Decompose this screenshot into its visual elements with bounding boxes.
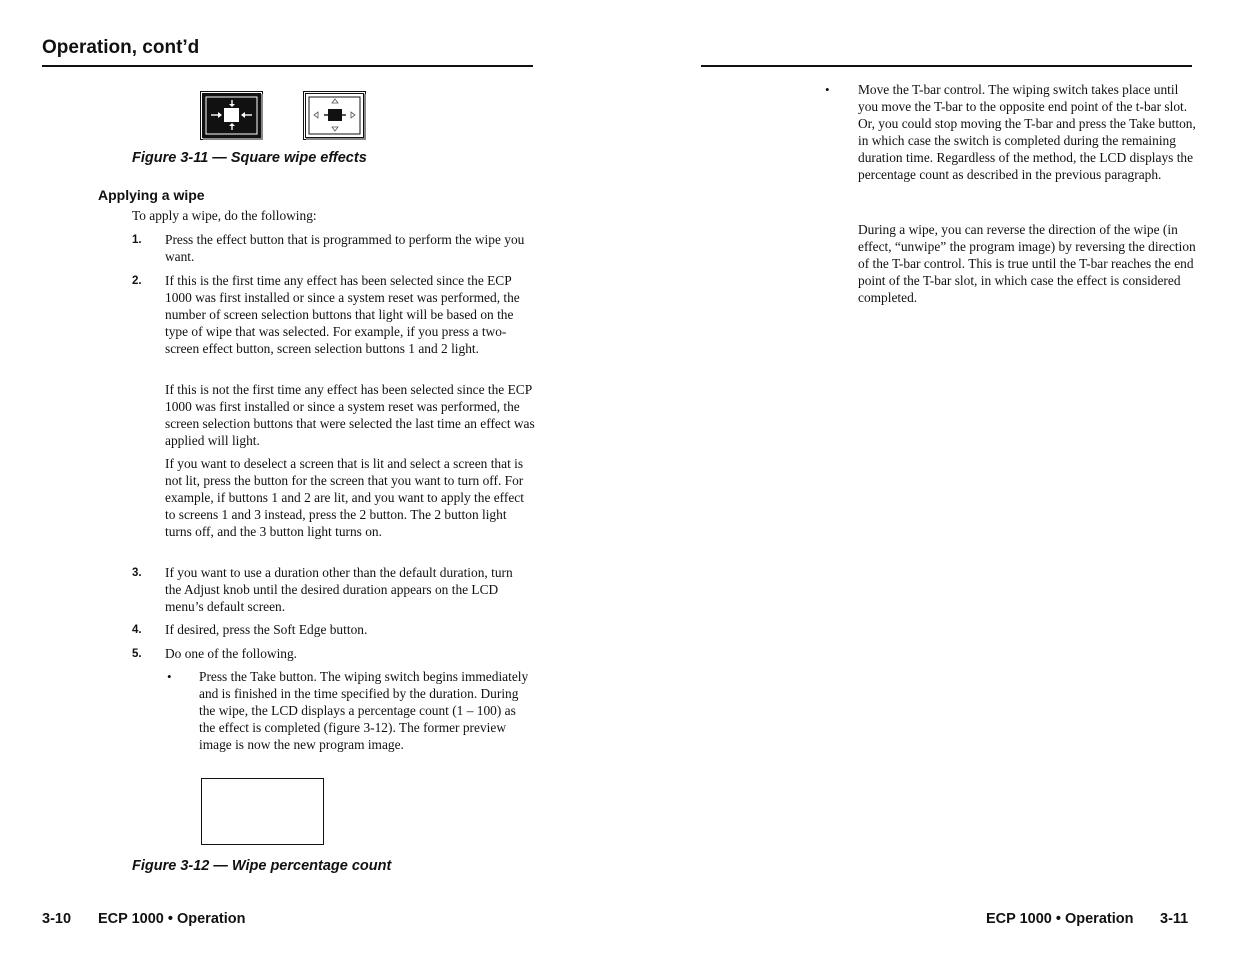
step-number: 2. (132, 275, 142, 287)
step-text: Do one of the following. (165, 646, 298, 661)
bullet-take-text: Press the Take button. The wiping switch begins immediately and is finished in the time specified by the duration. During the wipe, the LCD displays a percentage count (1 – 100) as the effect is completed (figure 3-12). The former preview image is now the new program image. (199, 669, 529, 752)
section-intro: To apply a wipe, do the following: (132, 208, 317, 223)
figure-3-12-caption: Figure 3-12 — Wipe percentage count (132, 858, 392, 874)
right-header-rule (701, 65, 1192, 67)
step-text: If this is the first time any effect has been selected since the ECP 1000 was first installed or since a system reset was performed, the number of screen selection buttons that light will be based on the type of wipe that was selected. For example, if you press a two-screen effect button, screen selection buttons 1 and 2 light. (165, 273, 520, 356)
section-heading: Applying a wipe (98, 187, 205, 203)
left-header-rule (42, 65, 533, 67)
square-wipe-in-icon (200, 91, 265, 141)
reverse-wipe-paragraph: During a wipe, you can reverse the direction of the wipe (in effect, “unwipe” the program image) by reversing the direction of the T-bar control. This is true until the T-bar reaches the end point of the T-bar slot, in which case the effect is considered completed. (858, 222, 1196, 305)
step-paragraph: If you want to deselect a screen that is lit and select a screen that is not lit, press the button for the screen that you want to turn off. For example, if buttons 1 and 2 are lit, and you want to apply the effect to screens 1 and 3 instead, press the 2 button. The 2 button light turns off, and the 3 button light turns on. (165, 456, 524, 539)
left-page-number: 3-10 (42, 911, 72, 927)
left-footer-text: ECP 1000 • Operation (98, 911, 246, 927)
figure-3-11-caption: Figure 3-11 — Square wipe effects (132, 150, 367, 166)
right-footer-text: ECP 1000 • Operation (986, 911, 1134, 927)
square-wipe-out-icon (303, 91, 368, 141)
bullet-marker: • (167, 669, 172, 684)
bullet-marker: • (825, 82, 830, 97)
page-title: Operation, cont’d (42, 37, 200, 58)
lcd-display-frame (201, 778, 324, 845)
step-number: 1. (132, 234, 142, 246)
bullet-tbar-text: Move the T-bar control. The wiping switch takes place until you move the T-bar to the opposite end point of the t-bar slot. Or, you could stop moving the T-bar and press the Take button, in which case the switch is completed during the remaining duration time. Regardless of the method, the LCD displays the percentage count as described in the previous paragraph. (858, 82, 1196, 182)
step-number: 4. (132, 624, 142, 636)
step-paragraph: If this is not the first time any effect has been selected since the ECP 1000 was first installed or since a system reset was performed, the screen selection buttons that were selected the last time an effect was applied will light. (165, 382, 535, 448)
step-number: 3. (132, 567, 142, 579)
right-page-number: 3-11 (1160, 911, 1189, 927)
step-text: If desired, press the Soft Edge button. (165, 622, 368, 637)
step-text: If you want to use a duration other than the default duration, turn the Adjust knob until the desired duration appears on the LCD menu’s default screen. (165, 565, 513, 614)
step-number: 5. (132, 648, 142, 660)
step-text: Press the effect button that is programmed to perform the wipe you want. (165, 232, 525, 264)
